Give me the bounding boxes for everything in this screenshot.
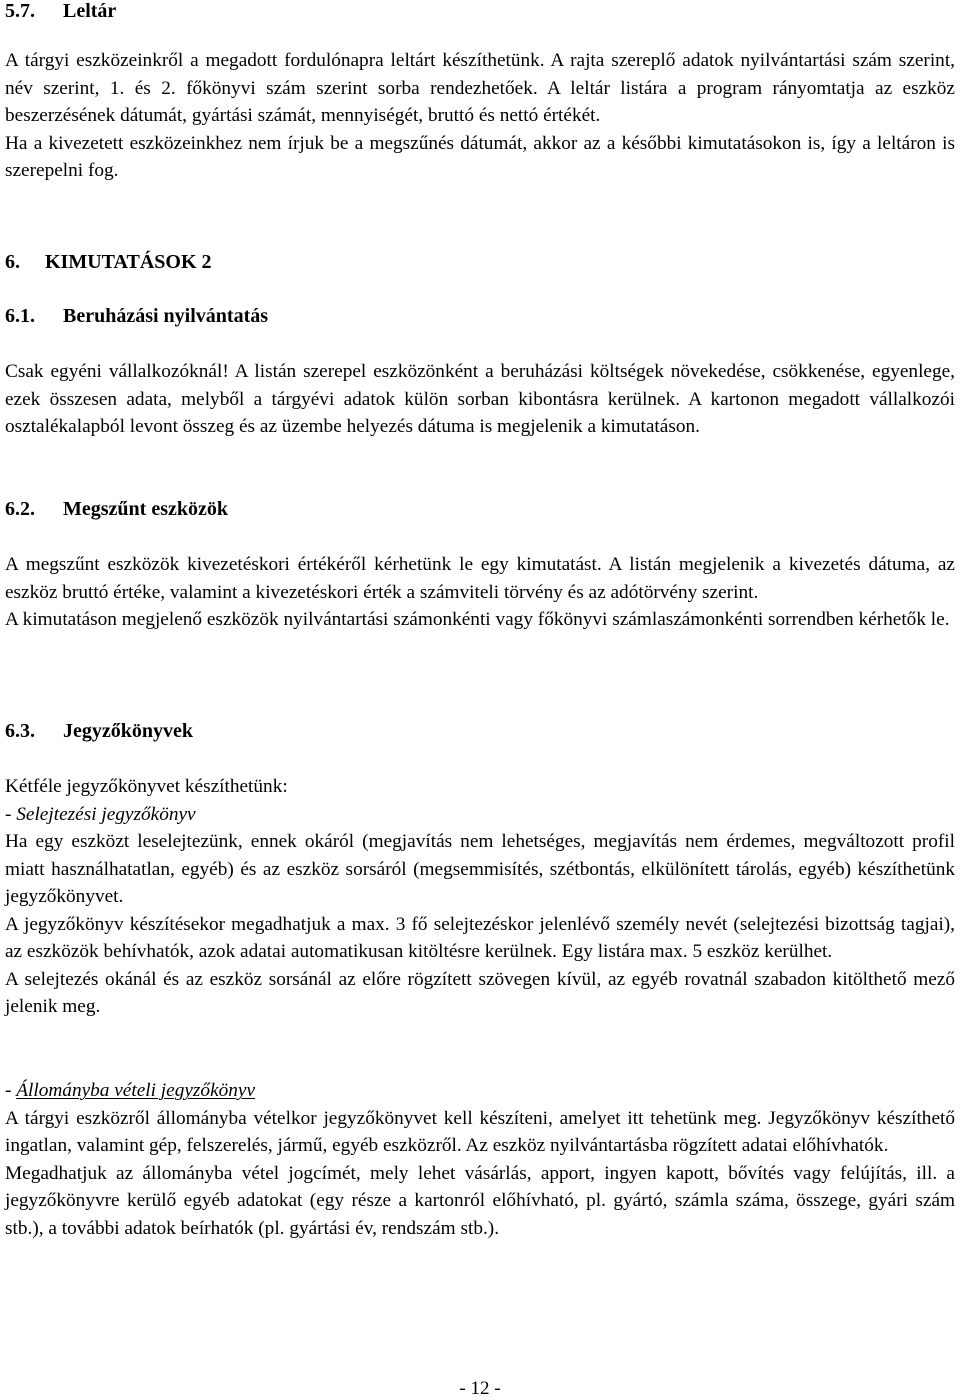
paragraph: Megadhatjuk az állományba vétel jogcímét, mely lehet vásárlás, apport, ingyen kapott, bővítés vagy felújítás, ill. a jegyzőkönyvre kerülő egyéb adatokat (egy része a kartonról előhívható, pl. gyártó, számla száma, összege, gyári szám stb.), a további adatok beírhatók (pl. gyártási év, rendszám stb.).	[5, 1162, 955, 1239]
paragraph: A megszűnt eszközök kivezetéskori értékéről kérhetünk le egy kimutatást. A listán megjelenik a kivezetés dátuma, az eszköz bruttó értéke, valamint a kivezetéskori érték a számviteli törvény és az adótörvény szerint.	[5, 554, 955, 603]
section-number: 6.2.	[5, 498, 35, 520]
subsection-heading-allomanyba	[5, 1077, 955, 1105]
intro-text: Kétféle jegyzőkönyvet készíthetünk:	[5, 776, 288, 797]
section-title: Leltár	[63, 0, 117, 22]
section-title: Jegyzőkönyvek	[63, 720, 193, 742]
paragraph: Ha egy eszközt leselejtezünk, ennek okáról (megjavítás nem lehetséges, megjavítás nem érdemes, megváltozott profil miatt használhatatlan, egyéb) és az eszköz sorsáról (megsemmisítés, szétbontás, elkülönített tárolás, egyéb) készíthetünk jegyzőkönyvet.	[5, 831, 955, 907]
section-body-5-7	[5, 47, 955, 185]
section-body-6-3	[5, 773, 955, 1021]
section-number: 6.3.	[5, 720, 35, 742]
paragraph: A tárgyi eszközről állományba vételkor jegyzőkönyvet kell készíteni, amelyet itt tehetünk meg. Jegyzőkönyv készíthető ingatlan, valamint gép, felszerelés, jármű, egyéb eszközről. Az eszköz nyilvántartásba rögzített adatai előhívhatók.	[5, 1107, 955, 1156]
section-heading-6-1	[5, 303, 268, 329]
paragraph: A jegyzőkönyv készítésekor megadhatjuk a max. 3 fő selejtezéskor jelenlévő személy nevét (selejtezési bizottság tagjai), az eszközök behívhatók, azok adatai automatikusan kitöltésre kerülnek. Egy listára max. 5 eszköz kerülhet.	[5, 913, 955, 962]
paragraph: Csak egyéni vállalkozóknál! A listán szerepel eszközönként a beruházási költségek növekedése, csökkenése, egyenlege, ezek összesen adata, melyből a tárgyévi adatok külön sorban kibontásra kerülnek. A kartonon megadott vállalkozói osztalékalapból levont összeg és az üzembe helyezés dátuma is megjelenik a kimutatáson.	[5, 361, 955, 437]
paragraph: Ha a kivezetett eszközeinkhez nem írjuk be a megszűnés dátumát, akkor az a későbbi kimutatásokon is, így a leltáron is szerepelni fog.	[5, 132, 955, 181]
section-heading-6	[5, 249, 212, 275]
paragraph: A kimutatáson megjelenő eszközök nyilvántartási számonkénti vagy főkönyvi számlaszámonkénti sorrendben kérhetők le.	[5, 609, 950, 630]
dash: -	[5, 1080, 17, 1101]
section-number: 6.	[5, 251, 20, 273]
section-number: 5.7.	[5, 0, 35, 22]
section-heading-6-3	[5, 718, 193, 744]
section-body-6-1	[5, 358, 955, 441]
subsection-title: Állományba vételi jegyzőkönyv	[16, 1080, 256, 1101]
section-title: Beruházási nyilvántatás	[63, 305, 269, 327]
paragraph: A tárgyi eszközeinkről a megadott fordulónapra leltárt készíthetünk. A rajta szereplő adatok nyilvántartási szám szerint, név szerint, 1. és 2. főkönyvi szám szerint sorba rendezhetőek. A leltár listára a program rányomtatja az eszköz beszerzésének dátumát, gyártási számát, mennyiségét, bruttó és nettó értékét.	[5, 50, 955, 126]
section-heading-6-2	[5, 496, 228, 522]
page-number: - 12 -	[459, 1378, 501, 1399]
section-title: Megszűnt eszközök	[63, 498, 228, 520]
section-heading-5-7	[5, 0, 116, 24]
section-body-6-3-allomanyba	[5, 1077, 955, 1242]
section-number: 6.1.	[5, 305, 35, 327]
paragraph: A selejtezés okánál és az eszköz sorsánál az előre rögzített szövegen kívül, az egyéb rovatnál szabadon kitölthető mező jelenik meg.	[5, 968, 955, 1017]
dash: -	[5, 803, 17, 825]
subsection-heading-selejtezesi	[5, 801, 955, 829]
subsection-title: Selejtezési jegyzőkönyv	[16, 803, 196, 825]
section-title: KIMUTATÁSOK 2	[45, 251, 212, 273]
section-body-6-2	[5, 551, 955, 634]
